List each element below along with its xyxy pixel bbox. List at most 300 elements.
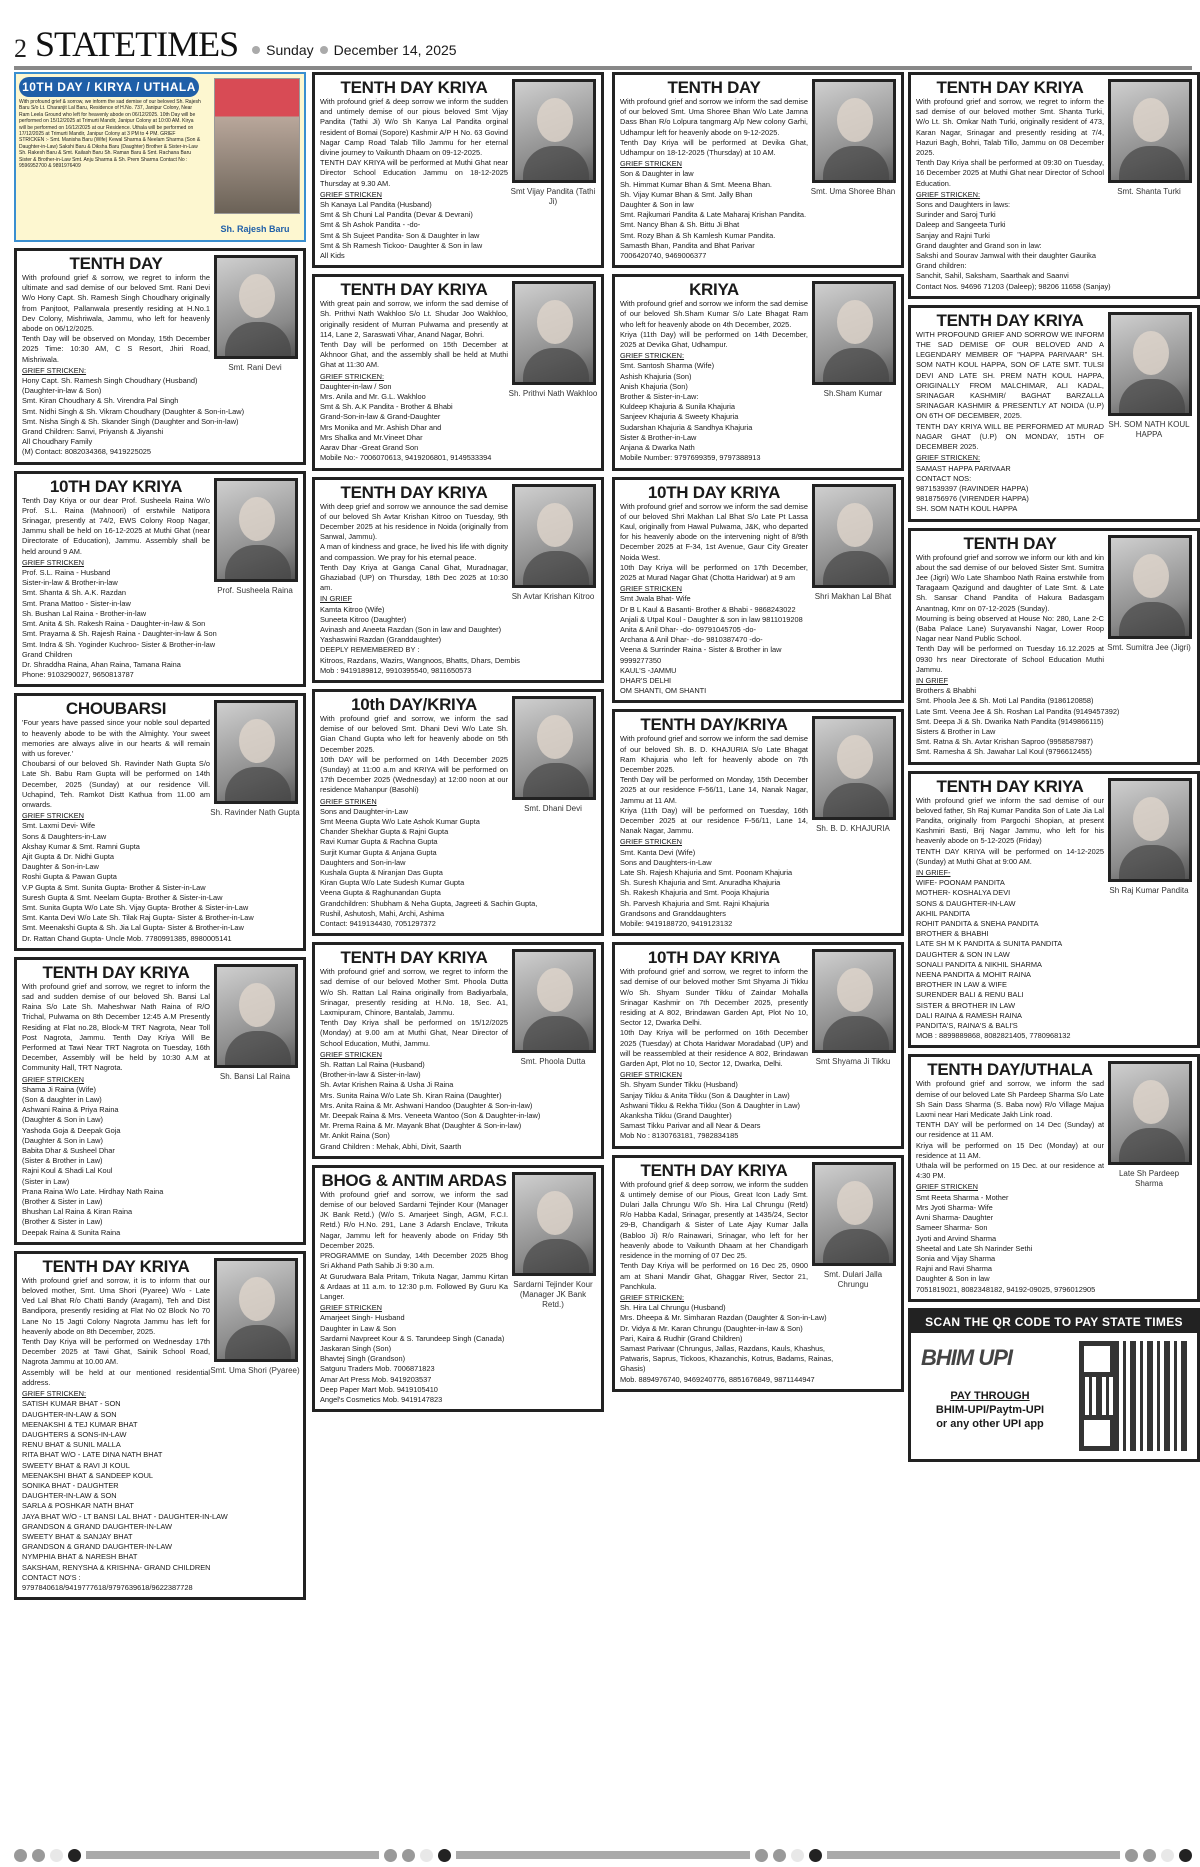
mourner-line: Smt & Sh Ashok Pandita - -do- xyxy=(320,220,421,230)
mourner-line: SWEETY BHAT & RAVI JI KOUL xyxy=(22,1460,130,1470)
mourner-line: AKHIL PANDITA xyxy=(916,908,971,918)
mourner-line: 7006420740, 9469006377 xyxy=(620,251,707,261)
mourner-line: Late Smt. Veena Jee & Sh. Roshan Lal Pandita (9149457392) xyxy=(916,706,1120,716)
notice-paragraph: With profound grief and sorrow, we regret to inform the sad demise of our beloved Mother Smt. Phoola Dutta W/o Sh. Rattan Lal Raina originally from Badiyarbala, Srinagar, presently residing at H.No. 18, Sec. A1, Laxmipuram, Chinore, Bantalab, Jammu. xyxy=(320,967,508,1018)
mourners-list xyxy=(620,848,896,930)
mourner-line: Contact Nos. 94696 71203 (Daleep); 98206 11658 (Sanjay) xyxy=(916,281,1111,291)
obituary-notice xyxy=(312,72,604,268)
notice-paragraph: Tenth Day Kriya or our dear Prof. Susheela Raina W/o Prof. S.L. Raina (Mahnoori) of erstwhile Natipora Srinagar, presently at 74/2, EWS Colony Roop Nagar, Jammu shall be held on 16-12-2025 at Muthi Ghat (near Directorate of Education), Jammu. Assembly shall be held around 9 AM. xyxy=(22,495,210,556)
mourner-line: Dr. Rattan Chand Gupta- Uncle Mob. 7780991385, 8980005141 xyxy=(22,933,232,943)
grief-stricken-heading: GRIEF STRICKEN: xyxy=(620,351,685,361)
mourner-line: (Brother & Sister in Law) xyxy=(22,1197,103,1207)
mourner-line: SONS & DAUGHTER-IN-LAW xyxy=(916,898,1016,908)
notice-title: 10TH DAY KRIYA xyxy=(647,482,781,502)
mourner-line: V.P Gupta & Smt. Sunita Gupta- Brother & Sister-in-Law xyxy=(22,882,206,892)
mourner-line: Smt. Santosh Sharma (Wife) xyxy=(620,361,715,371)
mourner-line: Kushala Gupta & Niranjan Das Gupta xyxy=(320,868,443,877)
mourner-line: Mrs Shalka and Mr.Vineet Dhar xyxy=(320,432,423,442)
notice-paragraph: WITH PROFOUND GRIEF AND SORROW WE INFORM THE SAD DEMISE OF OUR BELOVED AND A LEGENDARY MEMBER OF "HAPPA PARIVAAR" SH. SOM NATH KOUL HAPPA, SON OF LATE SMT. TULSI DEVI AND LATE SH. PREM NATH KOUL HAPPA, ORIGINALLY FROM MALCHIMAR, ALI KADAL, SRINAGAR KASHMIR/ BAGHAT BARZALLA SRINAGAR KASHMIR & PRESENTLY AT NOIDA (U.P) ON 6TH OF DECEMBER, 2025. xyxy=(916,329,1104,421)
mourner-line: Daughter & Son in law xyxy=(916,1274,990,1284)
mourner-line: Sister-in-law & Brother-in-law xyxy=(22,578,118,588)
mourner-line: 9871539397 (RAVINDER HAPPA) xyxy=(916,483,1029,493)
portrait-photo xyxy=(512,949,596,1053)
mourner-line: All Kids xyxy=(320,251,345,261)
notice-title: TENTH DAY KRIYA xyxy=(340,482,488,502)
mourner-line: Smt. Kiran Choudhary & Sh. Virendra Pal Singh xyxy=(22,396,179,406)
portrait-photo xyxy=(812,281,896,385)
column-1 xyxy=(14,72,306,1606)
notice-title: TENTH DAY KRIYA xyxy=(42,1256,190,1276)
other-upi-label: or any other UPI app xyxy=(936,1417,1044,1430)
notice-paragraph: Tenth Day Kriya shall be performed at 09:30 on Tuesday, 16 December 2025 at Muthi Ghat near Director of School Education. xyxy=(916,158,1104,188)
mourner-line: Grand daughter and Grand son in law: xyxy=(916,240,1042,250)
mourners-list xyxy=(22,1085,298,1238)
qr-ad-text xyxy=(915,1389,1065,1431)
notice-title: KRIYA xyxy=(689,280,739,300)
mourner-line: 9999277350 xyxy=(620,655,662,665)
notice-paragraph: With profound grief and sorrow we inform the sad demise of our beloved Shri Makhan Lal Bhat S/o Late Pt Lassa Kaul, originally from Hawal Pulwama, J&K, who departed for his heavenly abode on the intervening night of 8/9th December 2025 at F-34, 1st Avenue, Gaur City Greater Noida West. xyxy=(620,501,808,562)
mourner-line: MOTHER- KOSHALYA DEVI xyxy=(916,888,1011,898)
mourner-line: Ashwani Tikku & Rekha Tikku (Son & Daughter in Law) xyxy=(620,1100,800,1110)
mourner-line: Smt & Sh Ramesh Tickoo- Daughter & Son in law xyxy=(320,240,483,250)
photo-caption: Smt. Uma Shori (Pyaree) xyxy=(210,1365,300,1375)
mourner-line: Angel's Cosmetics Mob. 9419147823 xyxy=(320,1394,443,1404)
mourner-line: Surjit Kumar Gupta & Anjana Gupta xyxy=(320,847,437,857)
photo-caption: Sardarni Tejinder Kour (Manager JK Bank Retd.) xyxy=(513,1279,593,1309)
photo-caption: Smt. Sumitra Jee (Jigri) xyxy=(1107,642,1191,652)
notice-title: TENTH DAY KRIYA xyxy=(936,78,1084,97)
mourner-line: (Brother-in-law & Sister-in-law) xyxy=(320,1070,421,1080)
grief-stricken-heading: GRIEF STRICKEN: xyxy=(916,453,981,463)
mourner-line: Smt. Phoola Jee & Sh. Moti Lal Pandita (9186120858) xyxy=(916,696,1094,706)
mourners-list xyxy=(916,1193,1192,1295)
mourner-line: Deepak Raina & Sunita Raina xyxy=(22,1227,121,1237)
dot-icon xyxy=(438,1849,451,1862)
mourner-line: Smt. Kanta Devi (Wife) xyxy=(620,847,696,857)
grief-stricken-heading: GRIEF STRICKEN xyxy=(22,811,85,821)
column-2 xyxy=(312,72,604,1418)
mourner-line: SAKSHAM, RENYSHA & KRISHNA- GRAND CHILDREN xyxy=(22,1562,211,1572)
mourner-line: Mr. Ankit Raina (Son) xyxy=(320,1131,390,1141)
mourner-line: DHAR'S DELHI xyxy=(620,675,672,685)
mourner-line: Late Sh. Rajesh Khajuria and Smt. Poonam Khajuria xyxy=(620,868,793,877)
obituary-notice xyxy=(612,709,904,936)
portrait-photo xyxy=(1108,79,1192,183)
grief-stricken-heading: GRIEF STRICKEN xyxy=(620,1070,683,1080)
notice-paragraph: With profound grief & sorrow, we regret to inform the ultimate and sad demise of our beloved Smt. Rani Devi W/o Hony Capt. Sh. Ramesh Singh Choudhary originally from Panjtoot, Pallanwala presently residing at H.No.1 Dev Colony, Mishriwala, Jammu, who left for heavenly abode on 06/12/2025. xyxy=(22,273,210,334)
mourner-line: GRANDSON & GRAND DAUGHTER-IN-LAW xyxy=(22,1521,173,1531)
photo-caption: Smt. Phoola Dutta xyxy=(520,1057,586,1067)
mourner-line: MOB : 8899889868, 8082821405, 7780968132 xyxy=(916,1031,1071,1041)
dot-icon xyxy=(1161,1849,1174,1862)
mourner-line: 9797840618/9419777618/9797639618/9622387728 xyxy=(22,1582,193,1592)
notice-paragraph: With great pain and sorrow, we inform the sad demise of Sh. Prithvi Nath Wakhloo S/o Lt. Shudar Joo Wakhloo, originally resident of Murran Pulwama and presently at 114, Lane 2, Saraswati Vihar, Anand Nagar, Bohri. xyxy=(320,299,508,339)
notice-paragraph: Tenth Day will be observed on Monday, 15th December 2025 Time: 10:30 AM, C S Resort, Jhiri Road, Mishriwala. xyxy=(22,334,210,364)
notice-paragraph: With profound grief and sorrow we inform the sad demise of our beloved Smt. Uma Shoree Bhan W/o Late Jamna Dass Bhan R/o Lolpura tangmarg A/p New colony Garhi, Udhampur left for heavenly abode on 9-12-2025. xyxy=(620,97,808,137)
qr-code-icon[interactable] xyxy=(1079,1341,1189,1451)
mourners-list xyxy=(22,1399,298,1593)
photo-caption: Sh Raj Kumar Pandita xyxy=(1109,885,1189,895)
mourner-line: Sudarshan Khajuria & Sandhya Khajuria xyxy=(620,422,753,432)
photo-caption: Smt. Dulari Jalla Chrungu xyxy=(823,1269,883,1289)
photo-caption: Smt. Uma Shoree Bhan xyxy=(810,187,896,196)
mourner-line: Anjali & Utpal Koul - Daughter & son in law 9811019208 xyxy=(620,614,803,624)
mourner-line: NYMPHIA BHAT & NARESH BHAT xyxy=(22,1552,138,1562)
qr-payment-ad xyxy=(908,1308,1200,1462)
mourner-line: Rajni and Ravi Sharma xyxy=(916,1264,992,1274)
mourner-line: Smt. Prayarna & Sh. Rajesh Raina - Daughter-in-law & Son xyxy=(22,629,217,639)
mourner-line: Dr B L Kaul & Basanti- Brother & Bhabi - 9868243022 xyxy=(620,604,796,614)
portrait-photo xyxy=(214,255,298,359)
notice-paragraph: With deep grief and sorrow we announce the sad demise of our beloved Sh Avtar Krishan Kitroo on Tuesday, 9th December 2025 at his residence in Noida (originally from Sanwal, Jammu). xyxy=(320,501,508,542)
mourner-line: Mrs. Anita Raina & Mr. Ashwani Handoo (Daughter & Son-in-law) xyxy=(320,1100,533,1110)
mourner-line: JAYA BHAT W/O - LT BANSI LAL BHAT - DAUGHTER-IN-LAW xyxy=(22,1511,228,1521)
mourner-line: SISTER & BROTHER IN LAW xyxy=(916,1000,1016,1010)
mourners-list xyxy=(916,878,1192,1041)
notice-paragraph: TENTH DAY KRIYA will be performed on 14-12-2025 (Sunday) at Muthi Ghat at 9:00 AM. xyxy=(916,846,1104,866)
mourner-line: Smt. Shanta & Sh. A.K. Razdan xyxy=(22,588,126,598)
notice-paragraph: Uthala will be performed on 15 Dec. at our residence at 4:30 PM. xyxy=(916,1161,1104,1181)
mourner-line: Brother & Sister-in-Law: xyxy=(620,392,699,402)
mourner-line: Smt. Sunita Gupta W/o Late Sh. Vijay Gupta- Brother & Sister-in-Law xyxy=(22,902,249,912)
mourner-line: Daughter & Son in law xyxy=(620,200,694,210)
portrait-photo xyxy=(812,1162,896,1266)
notice-paragraph: Tenth Day will be performed on Monday, 15th December 2025 at our residence F-56/11, Lane 14, Nanak Nagar, Jammu at 11 AM. xyxy=(620,775,808,805)
mourner-line: Ghasis) xyxy=(620,1364,646,1374)
notice-paragraph: Kriya will be performed on 15 Dec (Monday) at our residence at 11 AM. xyxy=(916,1140,1104,1160)
obituary-notice xyxy=(14,248,306,465)
mourner-line: Grand Children : Mehak, Abhi, Divit, Saarth xyxy=(320,1141,462,1151)
portrait-photo xyxy=(214,478,298,582)
obituary-notice xyxy=(908,305,1200,522)
uthala-ad-title: 10TH DAY / KIRYA / UTHALA xyxy=(19,77,199,97)
mourner-line: Prof. S.L. Raina - Husband xyxy=(22,568,111,578)
mourner-line: DAUGHTER-IN-LAW & SON xyxy=(22,1491,117,1501)
mourner-line: Sh. Vijay Kumar Bhan & Smt. Jally Bhan xyxy=(620,189,753,199)
mourner-line: KAUL'S -JAMMU xyxy=(620,665,677,675)
notice-paragraph: 'Four years have passed since your noble soul departed to heavenly abode to be with the Almighty. Your sweet memories are always alive in our hearts & will remain with us forever.' xyxy=(22,718,210,758)
mourner-line: Samast Tikku Parivar and all Near & Dears xyxy=(620,1121,761,1131)
mourner-line: Anish Khajuria (Son) xyxy=(620,381,688,391)
issue-date: December 14, 2025 xyxy=(333,42,457,58)
portrait-photo xyxy=(1108,535,1192,639)
mourner-line: Mobile No:- 7006070613, 9419206801, 9149533394 xyxy=(320,453,492,463)
mourners-list xyxy=(916,686,1192,757)
mourner-line: (M) Contact: 8082034368, 9419225025 xyxy=(22,447,152,457)
grief-stricken-heading: IN GRIEF- xyxy=(916,868,951,877)
mourner-line: 7051819021, 8082348182, 94192-09025, 9796012905 xyxy=(916,1284,1096,1294)
notice-paragraph: TENTH DAY will be performed on 14 Dec (Sunday) at our residence at 11 AM. xyxy=(916,1120,1104,1140)
notice-title: TENTH DAY KRIYA xyxy=(640,1160,788,1180)
mourner-line: Bhavtej Singh (Grandson) xyxy=(320,1354,406,1364)
mourner-line: Sakshi and Sourav Jamwal with their daughter Gaurika xyxy=(916,251,1096,261)
dot-icon xyxy=(402,1849,415,1862)
mourner-line: Sh. Parvesh Khajuria and Smt. Rajni Khajuria xyxy=(620,898,770,908)
mourner-line: Son & Daughter in law xyxy=(620,169,694,179)
portrait-photo xyxy=(512,696,596,800)
mourner-line: All Choudhary Family xyxy=(22,437,93,447)
notice-paragraph: TENTH DAY KRIYA will be performed at Muthi Ghat near Director School Education Jammu on 18-12-2025 Thursday at 9.30 AM. xyxy=(320,158,508,188)
dot-icon xyxy=(50,1849,63,1862)
obituary-notice xyxy=(908,771,1200,1049)
mourner-line: Grandsons and Granddaughters xyxy=(620,908,727,918)
mourner-line: MEENAKSHI BHAT & SANDEEP KOUL xyxy=(22,1470,154,1480)
notice-paragraph: With profound grief and sorrow we inform the sad demise of our beloved Sh.Sham Kumar S/o Late Bhagat Ram who left for heavenly abode on 4th December, 2025. xyxy=(620,299,808,329)
mourner-line: SWEETY BHAT & SANJAY BHAT xyxy=(22,1531,133,1541)
bhim-upi-logo: BHIM UPI xyxy=(921,1344,1012,1370)
mourner-line: Veena Gupta & Raghunandan Gupta xyxy=(320,888,441,898)
mourner-line: Veena & Surrinder Raina - Sister & Brother in law xyxy=(620,645,782,655)
notice-paragraph: With profound grief and sorrow we inform the sad demise of our beloved Sh. B. D. KHAJURIA S/o Late Bhagat Ram Khajuria who left for heavenly abode on 7th December 2025. xyxy=(620,734,808,774)
notice-paragraph: Tenth Day Kriya will be performed at Devika Ghat, Udhampur on 18-12-2025 (Thursday) at 10 AM. xyxy=(620,137,808,158)
photo-caption: Smt Shyama Ji Tikku xyxy=(815,1057,891,1067)
mourners-list xyxy=(620,169,896,261)
mourner-line: RENU BHAT & SUNIL MALLA xyxy=(22,1440,121,1450)
mourner-line: Daughters and Son-in-law xyxy=(320,857,406,867)
grief-stricken-heading: GRIEF STRICKEN xyxy=(320,1049,383,1059)
mourner-line: Sh. Rattan Lal Raina (Husband) xyxy=(320,1060,425,1070)
mourner-line: Ashish Khajuria (Son) xyxy=(620,371,692,381)
mourner-line: DEEPLY REMEMBERED BY : xyxy=(320,645,420,655)
notice-paragraph: Choubarsi of our beloved Sh. Ravinder Nath Gupta S/o Late Sh. Babu Ram Gupta will be performed on 14th December, 2025 (Sunday) at our residence Vill. Uchapind, Teh. Ramkot Distt Kathua from 11.00 am onwards. xyxy=(22,759,210,809)
mourner-line: DAUGHTERS & SONS-IN-LAW xyxy=(22,1429,127,1439)
portrait-photo xyxy=(812,949,896,1053)
mourner-line: Mr. Prema Raina & Mr. Mayank Bhat (Daughter & Son-in-law) xyxy=(320,1121,522,1131)
notice-paragraph: Tenth Day Kriya will be performed on 16 Dec 25, 0900 am at Shani Mandir Ghat, Ghaggar River, Sector 21, Panchkula. xyxy=(620,1261,808,1291)
notice-paragraph: With profound grief and sorrow, we regret to inform the sad demise of our beloved mother Smt. Shanta Turki, W/o Lt. Sh. Omkar Nath Turki, originally resident of 473, Karan Nagar, Srinagar and presently residing at 7/4, Hazuri Bagh, Bohri, Talab Tillo, Jammu on 08 December 2025. xyxy=(916,97,1104,158)
photo-caption: Prof. Susheela Raina xyxy=(217,585,293,595)
mourner-line: Mob : 9419189812, 9910395540, 9811650573 xyxy=(320,665,472,675)
mourner-line: Sh. Bushan Lal Raina - Brother-in-law xyxy=(22,608,147,618)
obituary-notice xyxy=(612,942,904,1148)
mourner-line: Archana & Anil Dhar- -do- 9810387470 -do- xyxy=(620,635,763,645)
photo-caption: Smt Vijay Pandita (Tathi Ji) xyxy=(510,187,596,206)
mourner-line: Sanjay and Rajni Turki xyxy=(916,230,990,240)
notice-title: CHOUBARSI xyxy=(65,699,167,719)
mourner-line: ROHIT PANDITA & SNEHA PANDITA xyxy=(916,919,1039,929)
grief-stricken-heading: IN GRIEF xyxy=(916,675,949,685)
mourner-line: Patwaris, Saprus, Tickoos, Khazanchis, Kotrus, Badams, Rainas, xyxy=(620,1354,834,1364)
dot-icon xyxy=(14,1849,27,1862)
mourners-list xyxy=(620,1303,896,1385)
footer-bar xyxy=(827,1851,1120,1859)
portrait-photo xyxy=(1108,312,1192,416)
grief-stricken-heading: GRIEF STRICKEN xyxy=(22,1074,85,1084)
mourner-line: Aarav Dhar -Great Grand Son xyxy=(320,443,419,453)
portrait-photo xyxy=(812,484,896,588)
upi-options-label: BHIM-UPI/Paytm-UPI xyxy=(935,1403,1045,1416)
mourner-line: OM SHANTI, OM SHANTI xyxy=(620,686,707,696)
obituary-notice xyxy=(312,942,604,1159)
mourner-line: Grand children: xyxy=(916,261,967,271)
mourner-line: Sons and Daughter-in-Law xyxy=(320,806,408,816)
photo-caption: Sh.Sham Kumar xyxy=(823,389,883,399)
mourner-line: CONTACT NOS: xyxy=(916,473,972,483)
mourner-line: (Son & daughter in Law) xyxy=(22,1095,102,1105)
grief-stricken-heading: GRIEF STRICKEN xyxy=(320,1303,383,1313)
notice-paragraph: With profound grief & deep sorrow we inform the sudden and untimely demise of our pious beloved Smt Vijay Pandita (Tathi Ji) W/o Sh Kanya Lal Pandita orginal resident of Bomai (Sopore) Kashmir A/P H No. 63 Govind Nagar Camp Road Talab Tillo Jammu for her eternal divine journey to Vaikunth Dhaam on 09-12-2025. xyxy=(320,97,508,158)
portrait-photo xyxy=(1108,778,1192,882)
photo-caption: SH. SOM NATH KOUL HAPPA xyxy=(1108,419,1190,439)
mourner-line: PANDITA'S, RAINA'S & BALI'S xyxy=(916,1021,1018,1031)
mourner-line: SAMAST HAPPA PARIVAAR xyxy=(916,463,1011,473)
mourner-line: Kuldeep Khajuria & Sunila Khajuria xyxy=(620,402,736,412)
footer-bar xyxy=(456,1851,749,1859)
mourner-line: DAUGHTER & SON IN LAW xyxy=(916,949,1010,959)
mourner-line: SONIKA BHAT - DAUGHTER xyxy=(22,1480,119,1490)
notice-paragraph: With profound grief and sorrow, we inform the sad demise of our beloved Smt. Dhani Devi W/o Late Sh. Gian Chand Gupta who left for heavenly abode on 5th December 2025. xyxy=(320,713,508,754)
mourner-line: Daughter & Son-in-Law xyxy=(22,862,99,872)
portrait-photo xyxy=(512,281,596,385)
mourner-line: Sanchit, Sahil, Saksham, Saarthak and Saanvi xyxy=(916,271,1069,281)
mourner-line: Smt. Meenakshi Gupta & Sh. Jia Lal Gupta- Sister & Brother-in-Law xyxy=(22,923,244,933)
dot-icon xyxy=(773,1849,786,1862)
mourner-line: Yashoda Goja & Deepak Goja xyxy=(22,1125,121,1135)
mourner-line: GRANDSON & GRAND DAUGHTER-IN-LAW xyxy=(22,1542,173,1552)
grief-stricken-heading: GRIEF STRICKEN xyxy=(916,1182,979,1192)
mourner-line: Grandchildren: Shubham & Neha Gupta, Jagreeti & Sachin Gupta, xyxy=(320,898,538,908)
notice-title: BHOG & ANTIM ARDAS xyxy=(321,1170,507,1190)
mourners-list xyxy=(22,821,298,943)
mourner-line: Mr. Deepak Raina & Mrs. Veneeta Wantoo (Son & Daughter-in-law) xyxy=(320,1111,541,1121)
portrait-photo xyxy=(512,484,596,588)
mourner-line: Smt Meena Gupta W/o Late Ashok Kumar Gupta xyxy=(320,816,480,826)
portrait-photo xyxy=(512,79,596,183)
mourner-line: Smt. Nisha Singh & Sh. Skander Singh (Daughter and Son-in-law) xyxy=(22,416,239,426)
mourner-line: Grand Children xyxy=(22,649,73,659)
mourner-line: Ajit Gupta & Dr. Nidhi Gupta xyxy=(22,851,115,861)
pay-through-label: PAY THROUGH xyxy=(950,1389,1030,1402)
notice-title: TENTH DAY KRIYA xyxy=(42,962,190,982)
photo-caption: Late Sh Pardeep Sharma xyxy=(1118,1169,1180,1189)
notice-paragraph: With profound grief & deep sorrow, we inform the sudden & untimely demise of our Pious, Great Icon Lady Smt. Dulari Jalla Chrungu W/o Sh. Hira Lal Chrungu (Retd) R/o Habba Kadal, Srinagar, presently at 1435/24, Sector 29-B, Chandigarh & Sister of Late Ajay Kumar Jalla (Babloo Ji) R/o Rainawari, Srinagar, who left for her heavenly abode to Vaikunth Dhaam at her Chandigarh residence in the morning of 07 Dec 25. xyxy=(620,1179,808,1261)
dot-icon xyxy=(384,1849,397,1862)
mourner-line: Sh. Shyam Sunder Tikku (Husband) xyxy=(620,1080,738,1090)
obituary-notice xyxy=(14,957,306,1245)
mourner-line: Mobile Number: 9797699359, 9797388913 xyxy=(620,453,761,463)
mourner-line: Mobile: 9419188720, 9419123132 xyxy=(620,919,733,929)
photo-caption: Smt. Shanta Turki xyxy=(1117,187,1181,196)
notice-title: TENTH DAY KRIYA xyxy=(340,280,488,300)
mourner-line: Mrs. Sunita Raina W/o Late Sh. Kiran Raina (Daughter) xyxy=(320,1090,502,1100)
notice-title: TENTH DAY xyxy=(667,78,761,97)
notice-paragraph: At Gurudwara Bala Pritam, Trikuta Nagar, Jammu Kirtan & Ardaas at 11 a.m. to 12:30 p.m. Followed By Guru Ka Langer. xyxy=(320,1271,508,1301)
mourner-line: Sameer Sharma- Son xyxy=(916,1223,988,1233)
mourner-line: Jyoti and Arvind Sharma xyxy=(916,1233,997,1243)
grief-stricken-heading: GRIEF STRICKEN xyxy=(620,584,683,594)
photo-caption: Shri Makhan Lal Bhat xyxy=(814,591,892,601)
photo-caption: Sh. Ravinder Nath Gupta xyxy=(210,808,300,818)
mourner-line: Daughter in Law & Son xyxy=(320,1323,397,1333)
grief-stricken-heading: GRIEF STRICKEN xyxy=(320,189,383,199)
mourner-line: Sh. Himmat Kumar Bhan & Smt. Meena Bhan. xyxy=(620,179,772,189)
obituary-notice xyxy=(312,477,604,683)
photo-caption: Sh Avtar Krishan Kitroo xyxy=(511,591,595,601)
mourner-line: Smt. Anita & Sh. Rakesh Raina - Daughter-in-law & Son xyxy=(22,619,206,629)
mourner-line: Smt. Deepa Ji & Sh. Dwarika Nath Pandita (9149866115) xyxy=(916,716,1104,726)
mourner-line: Bhushan Lal Raina & Kiran Raina xyxy=(22,1207,133,1217)
grief-stricken-heading: GRIEF STRICKEN: xyxy=(320,371,385,381)
mourner-line: NEENA PANDITA & MOHIT RAINA xyxy=(916,970,1031,980)
mourners-list xyxy=(320,1060,596,1152)
notice-paragraph: Tenth Day will be performed on Tuesday 16.12.2025 at 0930 hrs near Directorate of School Education Muthi Jammu. xyxy=(916,644,1104,674)
mourner-line: Sh. Suresh Khajuria and Smt. Anuradha Khajuria xyxy=(620,878,781,888)
mourner-line: Samasth Bhan, Pandita and Bhat Parivar xyxy=(620,240,755,250)
dot-icon xyxy=(791,1849,804,1862)
mourner-line: Brothers & Bhabhi xyxy=(916,686,976,696)
mourner-line: Dr. Shraddha Raina, Ahan Raina, Tamana Raina xyxy=(22,659,181,669)
mourner-line: Surinder and Saroj Turki xyxy=(916,210,996,220)
mourner-line: Smt & Sh Sujeet Pandita- Son & Daughter in law xyxy=(320,230,480,240)
obituary-notice xyxy=(14,1251,306,1600)
obituary-notice xyxy=(14,693,306,950)
mourner-line: Sh. Avtar Krishen Raina & Usha Ji Raina xyxy=(320,1080,454,1090)
mourner-line: Samast Parivaar (Chrungus, Jallas, Razdans, Kauls, Khashus, xyxy=(620,1343,825,1353)
mourner-line: LATE SH M K PANDITA & SUNITA PANDITA xyxy=(916,939,1063,949)
dot-icon xyxy=(420,1849,433,1862)
obituary-notice xyxy=(612,274,904,470)
mourner-line: Mrs Jyoti Sharma- Wife xyxy=(916,1202,993,1212)
header-rule xyxy=(14,66,1192,70)
mourner-line: SATISH KUMAR BHAT - SON xyxy=(22,1399,121,1409)
mourner-line: Sardarni Navpreet Kour & S. Tarundeep Singh (Canada) xyxy=(320,1333,505,1343)
notice-paragraph: 10th DAY will be performed on 14th December 2025 (Sunday) at 11:00 a.m and KRIYA will be performed on 17th December 2025 (Wednesday) at 12:00 noon at our residence Mahanpur (Basohli) xyxy=(320,754,508,795)
notice-title: TENTH DAY xyxy=(69,254,163,273)
notice-title: 10TH DAY KRIYA xyxy=(647,948,781,968)
notice-title: TENTH DAY KRIYA xyxy=(936,310,1084,330)
portrait-photo xyxy=(214,700,298,804)
mourner-line: Deep Paper Mart Mob. 9419105410 xyxy=(320,1384,438,1394)
mourner-line: Kitroos, Razdans, Wazirs, Wangnoos, Bhatts, Dhars, Dembis xyxy=(320,655,520,665)
mourner-line: (Daughter & Son in Law) xyxy=(22,1115,103,1125)
mourner-line: BROTHER IN LAW & WIFE xyxy=(916,980,1007,990)
mourner-line: Smt. Nidhi Singh & Sh. Vikram Choudhary (Daughter & Son-in-Law) xyxy=(22,406,245,416)
notice-paragraph: A man of kindness and grace, he lived his life with dignity and compassion. We pray for his eternal peace. xyxy=(320,542,508,562)
notice-paragraph: With profound grief and sorrow, we regret to inform the sad demise of our beloved mother Smt Shyama Ji Tikku W/o Sh. Shyam Sunder Tikku of Zaindar Mohalla Srinagar Kashmir on 7th December 2025, presently residing at A 802, Brindawan Garden Apt, Plot No 10, Sector 12, Dwarka Delhi. xyxy=(620,967,808,1028)
notice-paragraph: With profound grief and sorrow, it is to inform that our beloved mother, Smt. Uma Shori (Pyaree) W/o - Late Ved Lal Bhat R/o Chatti Bandy (Aragam), Teh and Dist Bandipora, presently residing at Flat No 02 Block No 70 Lane No 15 Jagti Colony Nagrota Jammu has left for heavenly abode on 8th December, 2025. xyxy=(22,1275,210,1336)
grief-stricken-heading: GRIEF STRICKEN: xyxy=(620,1292,685,1302)
notice-paragraph: With profound grief and sorrow, we inform the sad demise of our beloved Late Sh Pardeep Sharma S/o Late Sh Sain Dass Sharma (S. Baba now) R/o Village Majua Laxmi near Hari Medicate Jakh Link road. xyxy=(916,1079,1104,1120)
mourners-list xyxy=(22,376,298,458)
notice-paragraph: With profound grief and sorrow we inform our kith and kin about the sad demise of our beloved Sister Smt. Sumitra Jee (Jigri) W/o Late Shamboo Nath Raina erstwhile from Taragaam Qazigund and daughter of Late Smt. & Late Sh. Sansar Chand Pandita of Hakura Badasgam Anantnag, Kmr on 07-12-2025 (Sunday). xyxy=(916,552,1104,613)
obituary-notice xyxy=(612,72,904,268)
mourner-line: Sh. Rakesh Khajuria and Smt. Pooja Khajuria xyxy=(620,888,770,898)
notice-title: TENTH DAY KRIYA xyxy=(936,776,1084,796)
mourner-line: Shama Ji Raina (Wife) xyxy=(22,1084,96,1094)
qr-ad-heading: SCAN THE QR CODE TO PAY STATE TIMES xyxy=(911,1311,1197,1333)
page-number: 2 xyxy=(14,34,27,63)
notice-paragraph: Tenth Day Kriya at Ganga Canal Ghat, Muradnagar, Ghaziabad (UP) on Thursday, 18th Dec 2025 at 10:30 am. xyxy=(320,562,508,593)
masthead xyxy=(14,14,457,64)
mourner-line: Sister & Brother-in-Law xyxy=(620,432,697,442)
mourner-line: Mrs Monika and Mr. Ashish Dhar and xyxy=(320,422,442,432)
mourner-line: Smt. Rozy Bhan & Sh Kamlesh Kumar Pandita. xyxy=(620,230,776,240)
mourner-line: Satguru Traders Mob. 7006871823 xyxy=(320,1364,435,1374)
mourner-line: Mob. 8894976740, 9469240776, 8851676849, 9871144947 xyxy=(620,1374,815,1384)
mourners-list xyxy=(916,200,1192,292)
mourner-line: Dr. Vidya & Mr. Karan Chrungu (Daughter-in-law & Son) xyxy=(620,1323,803,1333)
mourner-line: CONTACT NO'S : xyxy=(22,1572,81,1582)
grief-stricken-heading: GRIEF STRICKEN xyxy=(22,557,85,567)
mourner-line: Sh Kanaya Lal Pandita (Husband) xyxy=(320,200,432,210)
obituary-notice xyxy=(908,72,1200,299)
mourner-line: Rajni Koul & Shadi Lal Koul xyxy=(22,1166,113,1176)
mourner-line: Smt. Ratna & Sh. Avtar Krishan Saproo (9958587987) xyxy=(916,737,1093,747)
notice-title: TENTH DAY KRIYA xyxy=(340,78,488,97)
mourner-line: Suresh Gupta & Smt. Neelam Gupta- Brother & Sister-in-Law xyxy=(22,892,223,902)
dot-icon xyxy=(32,1849,45,1862)
portrait-photo xyxy=(1108,1061,1192,1165)
